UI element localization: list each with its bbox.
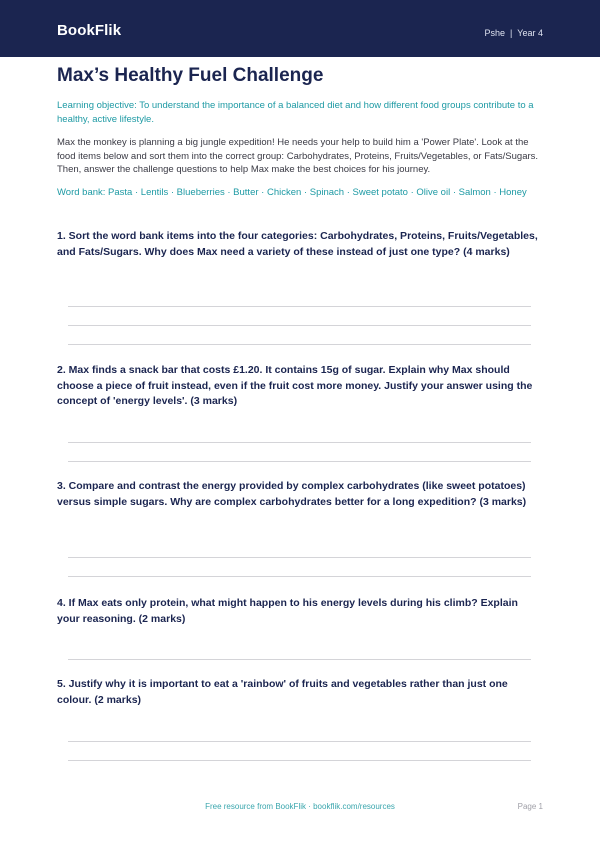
answer-line[interactable] <box>68 325 531 326</box>
answer-line[interactable] <box>68 461 531 462</box>
answer-line[interactable] <box>68 306 531 307</box>
worksheet-title: Max’s Healthy Fuel Challenge <box>57 65 324 86</box>
subject-label: Pshe <box>484 28 505 38</box>
page-number: Page 1 <box>517 802 543 811</box>
meta-separator: | <box>509 28 513 38</box>
year-label: Year 4 <box>517 28 543 38</box>
intro-paragraph: Max the monkey is planning a big jungle expedition! He needs your help to build him a 'Power Plate'. Look at the food items below and sort them into the correct group: Carbohydrates, Proteins, Fruits/Vegetables, or Fats/Sugars. Then, answer the challenge questions to help Max make the best choices for his journey. <box>57 137 539 175</box>
brand-logo: BookFlik <box>57 22 122 39</box>
answer-line[interactable] <box>68 576 531 577</box>
worksheet-intro <box>57 64 543 199</box>
subject-year-label <box>484 28 543 38</box>
answer-line[interactable] <box>68 442 531 443</box>
word-bank: Word bank: Pasta · Lentils · Blueberries · Butter · Chicken · Spinach · Sweet potato · Olive oil · Salmon · Honey <box>57 186 527 198</box>
answer-line[interactable] <box>68 344 531 345</box>
answer-line[interactable] <box>68 659 531 660</box>
answer-line[interactable] <box>68 557 531 558</box>
question-1: 1. Sort the word bank items into the four categories: Carbohydrates, Proteins, Fruits/Vegetables, and Fats/Sugars. Why does Max need a variety of these instead of just one type? (4 marks) <box>57 230 538 258</box>
learning-objective: Learning objective: To understand the importance of a balanced diet and how different food groups contribute to a healthy, active lifestyle. <box>57 100 534 125</box>
question-2: 2. Max finds a snack bar that costs £1.20. It contains 15g of sugar. Explain why Max should choose a piece of fruit instead, even if the fruit cost more money. Justify your answer using the concept of 'energy levels'. (3 marks) <box>57 364 533 407</box>
footer-credit[interactable]: Free resource from BookFlik · bookflik.com/resources <box>205 802 395 811</box>
page-header <box>0 0 600 57</box>
question-5: 5. Justify why it is important to eat a 'rainbow' of fruits and vegetables rather than just one colour. (2 marks) <box>57 678 508 706</box>
answer-line[interactable] <box>68 760 531 761</box>
question-4: 4. If Max eats only protein, what might happen to his energy levels during his climb? Explain your reasoning. (2 marks) <box>57 597 518 625</box>
answer-line[interactable] <box>68 741 531 742</box>
question-3: 3. Compare and contrast the energy provided by complex carbohydrates (like sweet potatoes) versus simple sugars. Why are complex carbohydrates better for a long expedition? (3 marks) <box>57 480 527 508</box>
